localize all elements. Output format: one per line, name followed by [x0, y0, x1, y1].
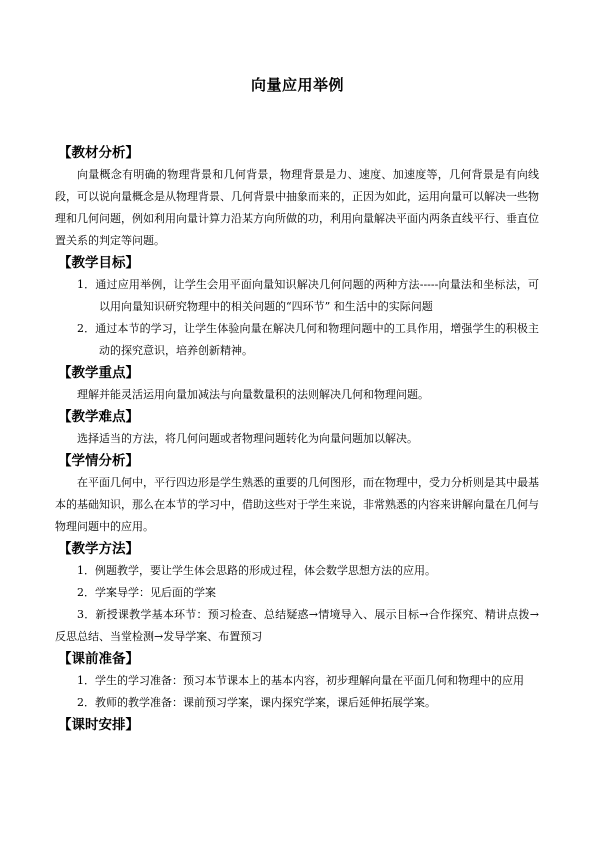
section-heading: 【教学目标】: [58, 255, 139, 271]
section-schedule: [55, 714, 539, 736]
section-paragraph: 理解并能灵活运用向量加减法与向量数量积的法则解决几何和物理问题。: [77, 388, 429, 401]
section-heading: 【课前准备】: [58, 651, 139, 667]
section-heading: 【教材分析】: [58, 145, 139, 161]
section-paragraph: 在平面几何中，平行四边形是学生熟悉的重要的几何图形，而在物理中，受力分析则是其中最基本的基础知识，那么在本节的学习中，借助这些对于学生来说，非常熟悉的内容来讲解向量在几何与物理问题中的应用。: [55, 476, 539, 533]
list-item: 1．学生的学习准备：预习本节课本上的基本内容，初步理解向量在平面几何和物理中的应用: [77, 674, 524, 687]
section-teaching-methods: [55, 538, 539, 648]
section-heading: 【教学方法】: [58, 541, 139, 557]
section-student-analysis: [55, 450, 539, 538]
list-item: 3．新授课教学基本环节：预习检查、总结疑惑→情境导入、展示目标→合作探究、精讲点拨→反思总结、当堂检测→发导学案、布置预习: [55, 608, 539, 643]
document-body: [55, 142, 539, 736]
section-heading: 【学情分析】: [58, 453, 139, 469]
section-heading: 【教学重点】: [58, 365, 139, 381]
section-teaching-goals: [55, 252, 539, 362]
section-key-points: [55, 362, 539, 406]
section-textbook-analysis: [55, 142, 539, 252]
section-paragraph: 选择适当的方法，将几何问题或者物理问题转化为向量问题加以解决。: [77, 432, 418, 445]
list-item: 2．学案导学：见后面的学案: [77, 586, 216, 599]
section-preparation: [55, 648, 539, 714]
section-heading: 【课时安排】: [58, 717, 139, 733]
list-item: 1．通过应用举例，让学生会用平面向量知识解决几何问题的两种方法-----向量法和坐标法，可以用向量知识研究物理中的相关问题的“四环节” 和生活中的实际问题: [77, 278, 539, 313]
list-item: 2．教师的教学准备：课前预习学案，课内探究学案，课后延伸拓展学案。: [77, 696, 436, 709]
section-difficulties: [55, 406, 539, 450]
list-item: 1．例题教学，要让学生体会思路的形成过程，体会数学思想方法的应用。: [77, 564, 436, 577]
section-paragraph: 向量概念有明确的物理背景和几何背景，物理背景是力、速度、加速度等，几何背景是有向线段，可以说向量概念是从物理背景、几何背景中抽象而来的，正因为如此，运用向量可以解决一些物理和几何问题，例如利用向量计算力沿某方向所做的功，利用向量解决平面内两条直线平行、垂直位置关系的判定等问题。: [55, 168, 539, 247]
section-heading: 【教学难点】: [58, 409, 139, 425]
list-item: 2．通过本节的学习，让学生体验向量在解决几何和物理问题中的工具作用，增强学生的积极主动的探究意识，培养创新精神。: [77, 322, 539, 357]
document-title: 向量应用举例: [250, 76, 344, 94]
